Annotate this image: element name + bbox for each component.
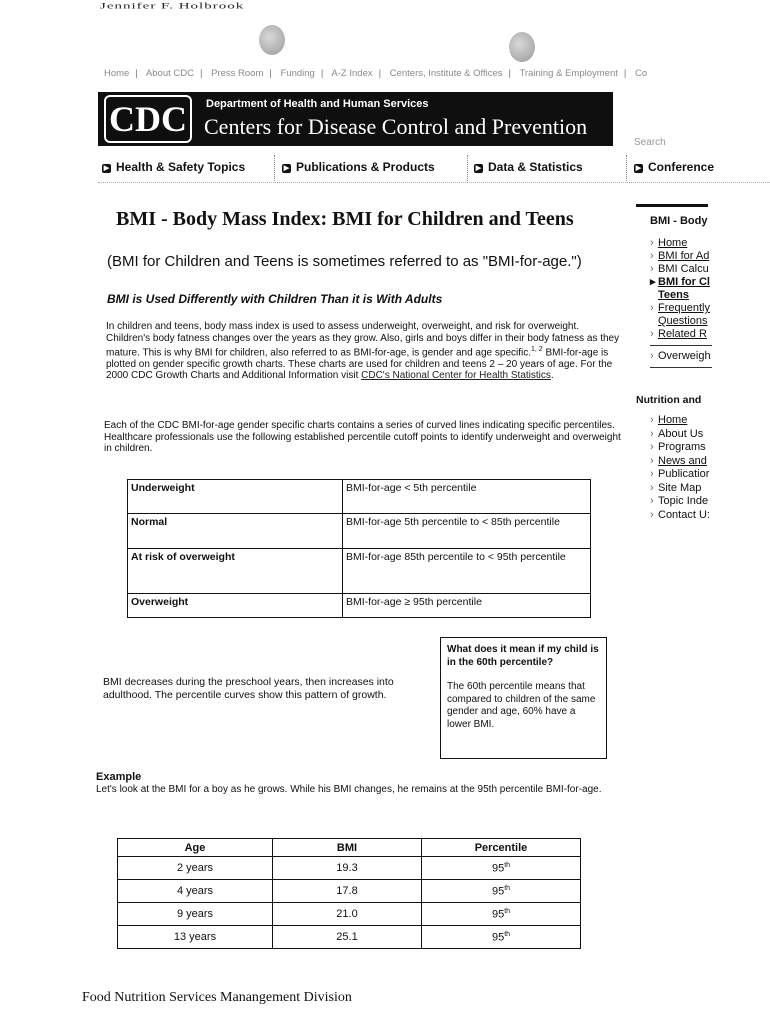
cdc-logo[interactable]: CDC — [104, 95, 192, 143]
nav-label: Health & Safety Topics — [116, 160, 246, 174]
table-row — [118, 926, 581, 949]
topnav-funding-link[interactable]: Funding — [280, 68, 315, 79]
weight-category-cell: Normal — [128, 514, 343, 549]
ordinal-suffix: th — [504, 907, 511, 915]
topnav-training-link[interactable]: Training & Employment — [519, 68, 618, 79]
table-row — [128, 514, 591, 549]
sidebar-divider — [650, 367, 712, 368]
topnav-separator: | — [623, 68, 627, 79]
nav-conference[interactable] — [634, 160, 714, 174]
topnav-about-link[interactable]: About CDC — [145, 68, 194, 79]
bmi-cell: 19.3 — [273, 857, 422, 880]
top-navigation — [104, 68, 770, 79]
arrow-bullet-icon: ▶ — [103, 165, 110, 172]
percentile-cell — [422, 903, 581, 926]
right-sidebar — [636, 204, 770, 522]
weight-category-cell: Underweight — [128, 480, 343, 514]
table-row — [118, 880, 581, 903]
page-subtitle: (BMI for Children and Teens is sometimes referred to as "BMI-for-age.") — [107, 253, 582, 270]
sidebar-rule — [636, 204, 708, 207]
table-row — [128, 480, 591, 514]
sidebar-divider — [650, 345, 712, 346]
sidebar-bmi-links — [650, 237, 770, 341]
weight-category-cell: At risk of overweight — [128, 549, 343, 594]
percentile-range-cell: BMI-for-age 85th percentile to < 95th percentile — [343, 549, 591, 594]
topnav-separator: | — [200, 68, 203, 79]
sidebar-item-faq[interactable]: › Frequently Questions — [650, 302, 770, 328]
page-header-name: Jennifer F. Holbrook — [100, 2, 245, 11]
binder-hole — [509, 32, 535, 62]
topnav-az-index-link[interactable]: A-Z Index — [331, 68, 373, 79]
example-heading: Example — [96, 771, 142, 783]
intro-text-b: BMI-for-age is plotted on gender specific growth charts. These charts are used for children and teens 2 – 20 years of age. For the 2000 CDC Growth Charts and Additional Information visit — [106, 347, 613, 382]
sidebar-item-topic-index[interactable]: › Topic Inde — [650, 495, 770, 509]
percentile-range-cell: BMI-for-age < 5th percentile — [343, 480, 591, 514]
topnav-press-link[interactable]: Press Room — [211, 68, 264, 79]
column-header-age: Age — [118, 839, 273, 857]
percentile-cell — [422, 926, 581, 949]
arrow-bullet-icon: ▶ — [283, 165, 290, 172]
nav-label: Data & Statistics — [488, 160, 583, 174]
intro-paragraph — [106, 321, 621, 382]
column-header-bmi: BMI — [273, 839, 422, 857]
table-row — [128, 594, 591, 618]
table-row — [118, 857, 581, 880]
percentile-cell — [422, 857, 581, 880]
binder-hole — [259, 25, 285, 55]
nav-health-safety-topics[interactable] — [102, 160, 245, 174]
nav-divider — [626, 155, 627, 181]
age-cell: 4 years — [118, 880, 273, 903]
sidebar-item-publications[interactable]: › Publicatior — [650, 468, 770, 482]
nchs-link[interactable]: CDC's National Center for Health Statistics — [361, 370, 551, 382]
age-cell: 13 years — [118, 926, 273, 949]
percentile-callout-box — [440, 637, 607, 759]
bmi-cell: 17.8 — [273, 880, 422, 903]
cdc-banner — [98, 92, 613, 146]
callout-answer: The 60th percentile means that compared to children of the same gender and age, 60% have a lower BMI. — [447, 681, 596, 730]
sidebar-nutrition-links — [650, 414, 770, 522]
ordinal-suffix: th — [504, 930, 511, 938]
nav-data-statistics[interactable] — [474, 160, 583, 174]
sidebar-item-related[interactable]: › Related R — [650, 328, 770, 341]
example-text: Let's look at the BMI for a boy as he grows. While his BMI changes, he remains at the 95th percentile BMI-for-age. — [96, 784, 602, 795]
page-footer: Food Nutrition Services Manangement Division — [82, 990, 352, 1005]
sidebar-item-nutrition-home[interactable]: › Home — [650, 414, 770, 428]
nav-label: Conference — [648, 160, 715, 174]
percentile-range-cell: BMI-for-age ≥ 95th percentile — [343, 594, 591, 618]
percentile-value: 95 — [491, 885, 505, 898]
sidebar-overweight-links — [650, 350, 770, 363]
agency-title: Centers for Disease Control and Prevention — [204, 114, 588, 139]
topnav-separator: | — [320, 68, 324, 79]
sidebar-item-programs[interactable]: › Programs — [650, 441, 770, 455]
callout-question: What does it mean if my child is in the 60th percentile? — [447, 644, 599, 668]
reference-superscript[interactable]: 1, 2 — [531, 346, 543, 353]
bmi-cell: 21.0 — [273, 903, 422, 926]
nav-divider — [467, 155, 468, 181]
percentile-value: 95 — [491, 931, 505, 944]
percentile-paragraph: Each of the CDC BMI-for-age gender specific charts contains a series of curved lines indicating specific percentiles. Healthcare professionals use the following established percentile cutoff points to identify underweight and overweight in children. — [104, 420, 621, 454]
search-label[interactable]: Search — [634, 137, 666, 148]
age-cell: 2 years — [118, 857, 273, 880]
department-name: Department of Health and Human Services — [206, 98, 429, 110]
column-header-percentile: Percentile — [422, 839, 581, 857]
main-navigation — [98, 155, 770, 183]
age-cell: 9 years — [118, 903, 273, 926]
topnav-separator: | — [269, 68, 272, 79]
sidebar-title-nutrition: Nutrition and — [636, 394, 702, 406]
sidebar-item-about-us[interactable]: › About Us — [650, 428, 770, 442]
percentile-cutoff-table — [127, 479, 591, 618]
bmi-cell: 25.1 — [273, 926, 422, 949]
percentile-value: 95 — [491, 908, 505, 921]
sidebar-item-site-map[interactable]: › Site Map — [650, 482, 770, 496]
topnav-separator: | — [378, 68, 382, 79]
nav-publications-products[interactable] — [282, 160, 435, 174]
intro-text-a: In children and teens, body mass index is used to assess underweight, overweight, and risk for overweight. Children's body fatness changes over the years as they grow. Also, girls and boys differ in their body fatness as they mature. This is why BMI for children, also referred to as BMI-for-age, is gender and age specific. — [106, 321, 620, 359]
sidebar-title: BMI - Body — [650, 215, 708, 227]
sidebar-item-bmi-children[interactable]: ▸ BMI for Cl Teens — [650, 276, 770, 302]
ordinal-suffix: th — [504, 884, 511, 892]
percentile-cell — [422, 880, 581, 903]
sidebar-item-home[interactable]: › Home — [650, 237, 770, 250]
topnav-separator: | — [508, 68, 512, 79]
percentile-value: 95 — [491, 862, 505, 875]
topnav-contact-link[interactable]: Co — [634, 68, 648, 79]
table-row — [128, 549, 591, 594]
arrow-bullet-icon: ▶ — [635, 165, 642, 172]
section-heading: BMI is Used Differently with Children Than it is With Adults — [107, 292, 443, 306]
topnav-separator: | — [135, 68, 138, 79]
sidebar-item-contact-us[interactable]: › Contact U: — [650, 509, 770, 523]
table-row — [118, 903, 581, 926]
intro-text-c: . — [550, 370, 554, 382]
nav-label: Publications & Products — [296, 160, 435, 174]
table-header-row — [118, 839, 581, 857]
example-bmi-table — [117, 838, 581, 949]
growth-pattern-text: BMI decreases during the preschool years, then increases into adulthood. The percentile curves show this pattern of growth. — [103, 676, 394, 701]
sidebar-item-bmi-adults[interactable]: › BMI for Ad — [650, 250, 770, 263]
arrow-bullet-icon: ▶ — [475, 165, 482, 172]
sidebar-item-overweight[interactable]: › Overweigh — [650, 350, 770, 363]
ordinal-suffix: th — [504, 861, 511, 869]
percentile-range-cell: BMI-for-age 5th percentile to < 85th percentile — [343, 514, 591, 549]
page-title: BMI - Body Mass Index: BMI for Children and Teens — [116, 208, 574, 230]
nav-divider — [274, 155, 275, 181]
sidebar-item-news[interactable]: › News and — [650, 455, 770, 469]
weight-category-cell: Overweight — [128, 594, 343, 618]
sidebar-item-bmi-calculator[interactable]: › BMI Calcu — [650, 263, 770, 276]
topnav-centers-link[interactable]: Centers, Institute & Offices — [389, 68, 503, 79]
topnav-home-link[interactable]: Home — [104, 68, 130, 79]
